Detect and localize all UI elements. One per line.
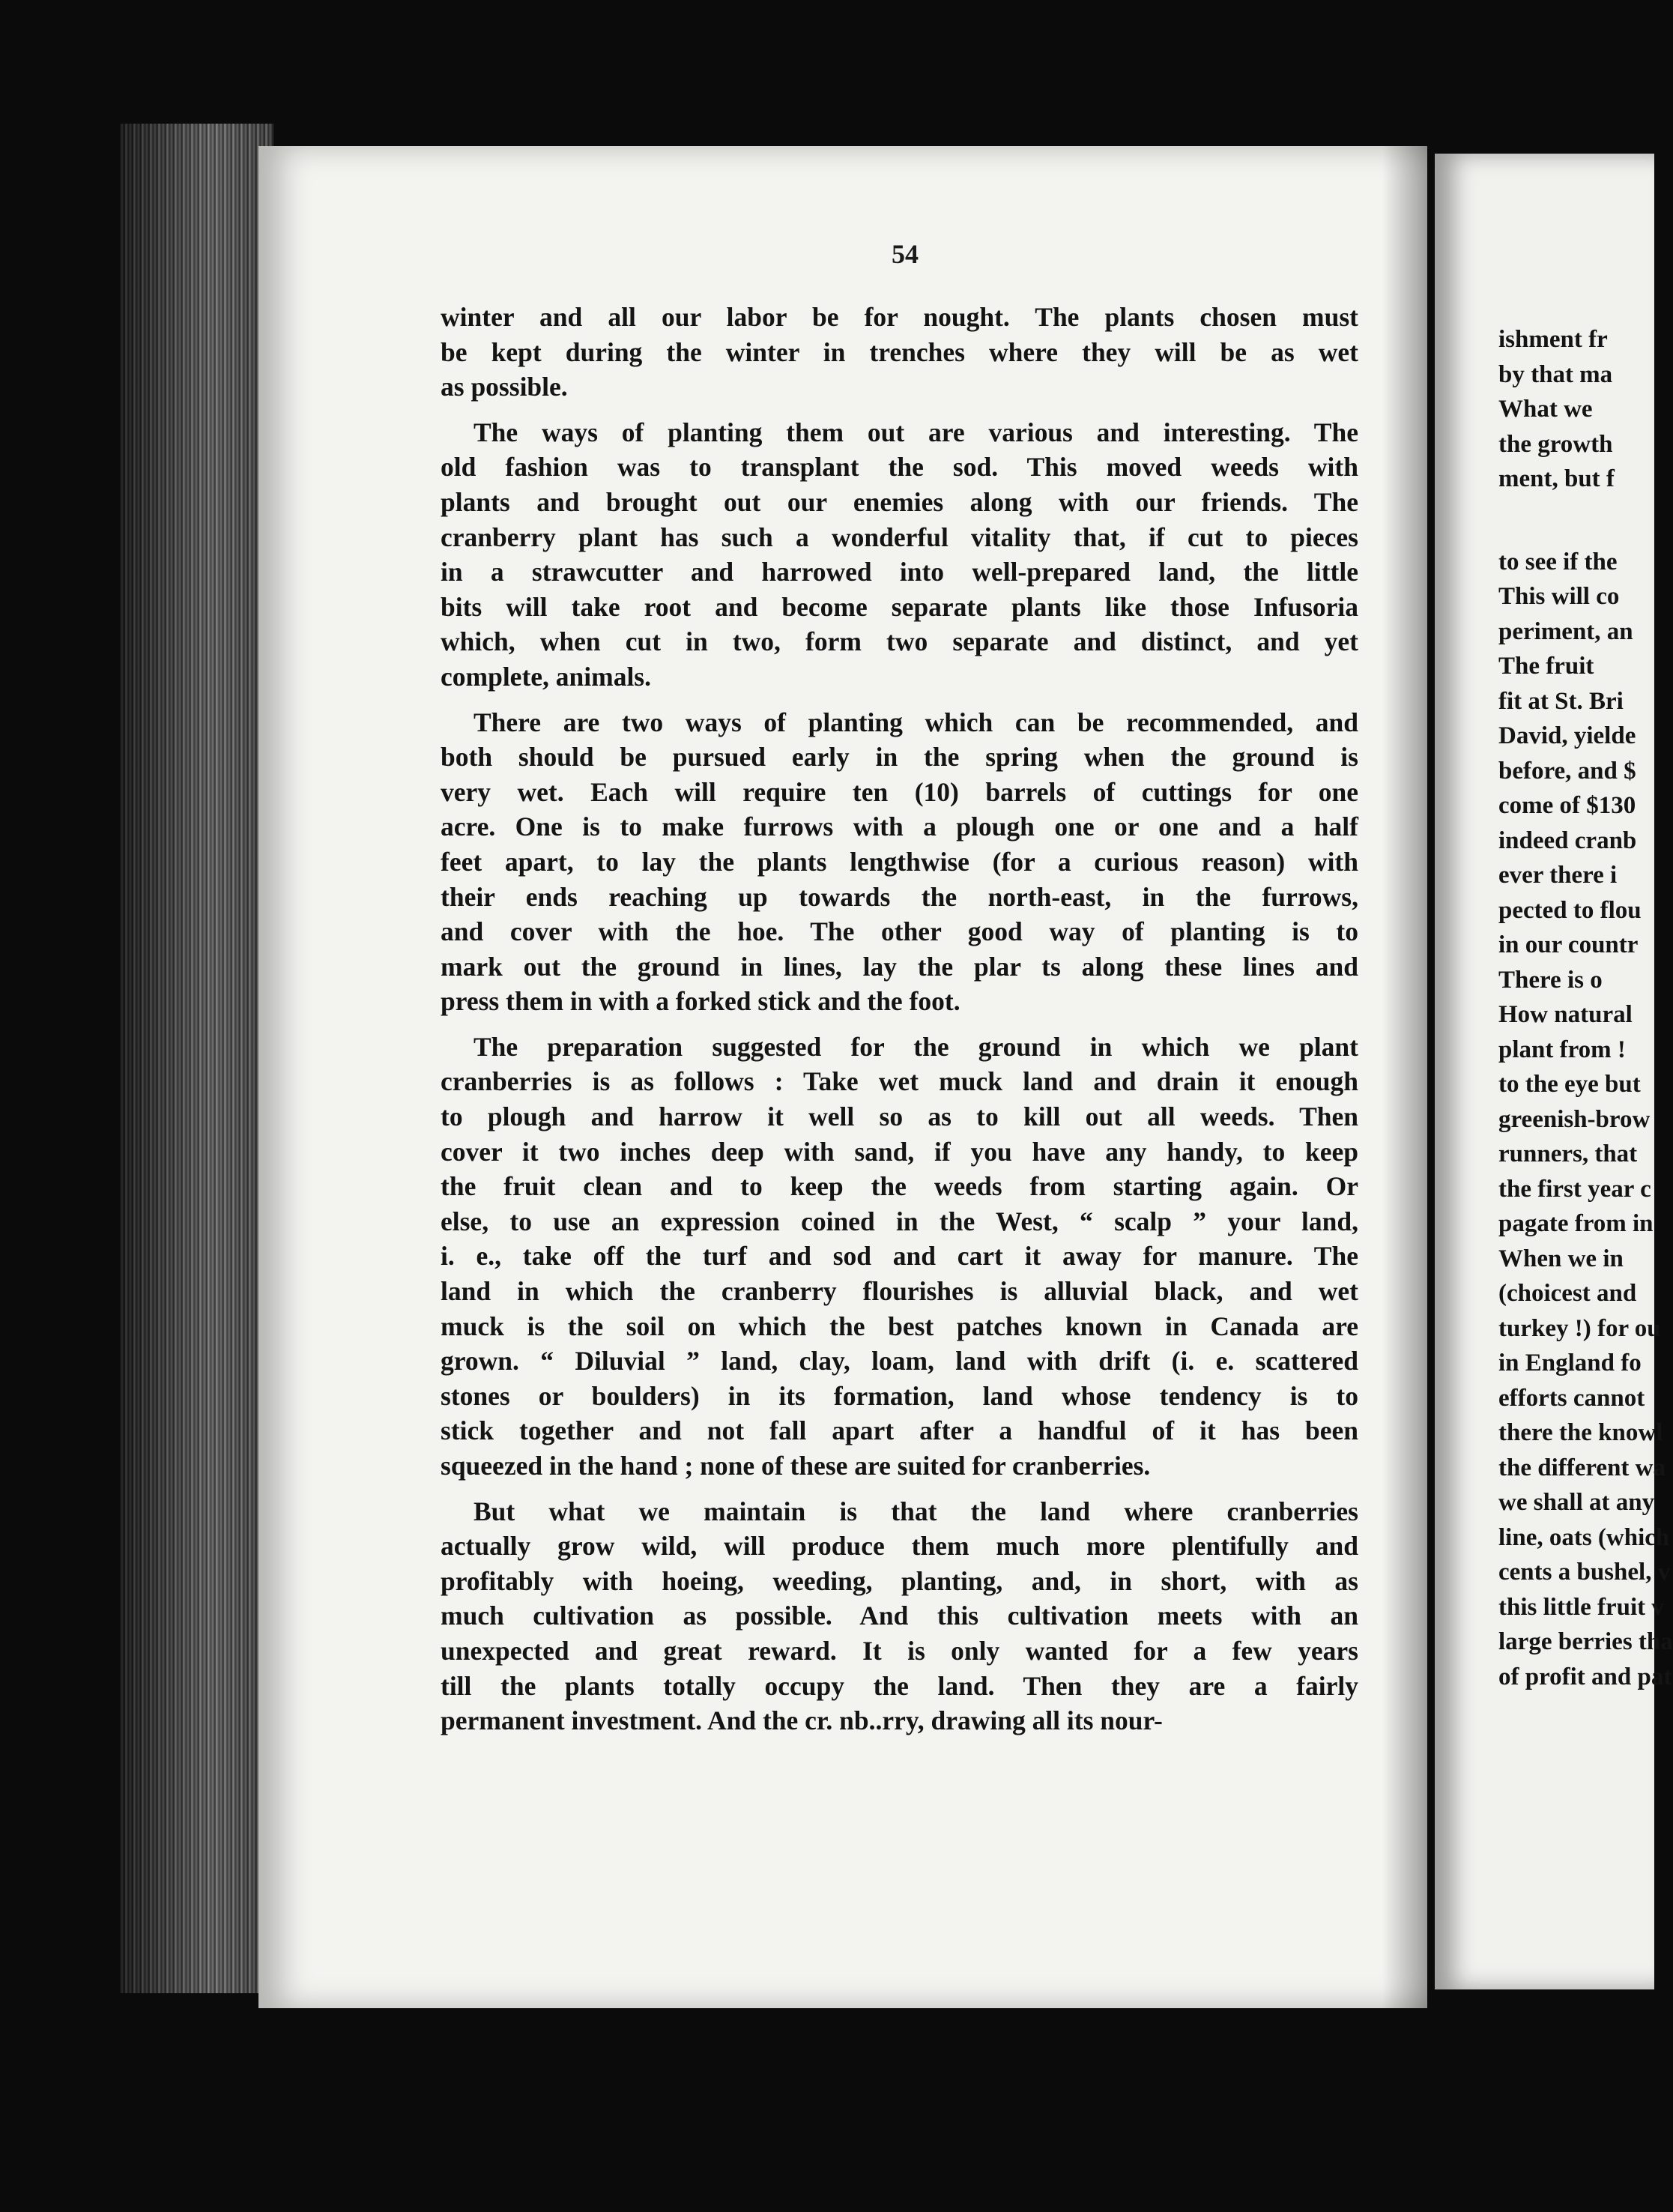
text-line: indeed cranb [1498,827,1637,854]
text-line: the growth [1498,430,1613,458]
paragraph [441,1030,1358,1484]
text-line: muck is the soil on which the best patches known in Canada are [441,1311,1358,1341]
text-line: the fruit clean and to keep the weeds from starting again. Or [441,1171,1358,1202]
book-page-edges [120,124,273,1993]
text-line: land in which the cranberry flourishes is alluvial black, and wet [441,1276,1358,1307]
text-line: There are two ways of planting which can be recommended, and [474,707,1358,737]
text-line: What we [1498,396,1593,423]
text-line: runners, that [1498,1140,1638,1167]
text-line: acre. One is to make furrows with a plough one or one and a half [441,812,1358,842]
text-line: pected to flou [1498,896,1642,924]
text-line: in England fo [1498,1350,1642,1377]
text-line: complete, animals. [441,661,652,692]
text-line: before, and $ [1498,757,1636,785]
text-line: cranberry plant has such a wonderful vitality that, if cut to pieces [441,522,1358,552]
text-line: stick together and not fall apart after a handful of it has been [441,1415,1358,1446]
text-line: of profit and pat [1498,1663,1672,1690]
text-line: efforts cannot [1498,1384,1645,1412]
text-line: by that ma [1498,360,1613,388]
paragraph [441,705,1358,1019]
text-line: The preparation suggested for the ground in which we plant [474,1031,1358,1062]
text-line: very wet. Each will require ten (10) barrels of cuttings for one [441,776,1358,807]
text-line: line, oats (which [1498,1523,1670,1551]
text-line: (choicest and [1498,1280,1637,1307]
text-line: cover it two inches deep with sand, if you have any handy, to keep [441,1136,1358,1167]
text-line: we shall at any [1498,1489,1655,1516]
text-line: But what we maintain is that the land where cranberries [474,1496,1358,1526]
gutter-shadow [1382,146,1427,2008]
text-line: ment, but f [1498,465,1615,492]
text-line: stones or boulders) in its formation, land whose tendency is to [441,1380,1358,1411]
text-line: There is o [1498,966,1603,994]
text-line: and cover with the hoe. The other good way of planting is to [441,916,1358,947]
left-page-text [441,300,1358,1738]
text-line: much cultivation as possible. And this cultivation meets with an [441,1601,1358,1631]
text-line: as possible. [441,372,568,402]
text-line: cents a bushel, v [1498,1559,1671,1586]
text-line: The ways of planting them out are various and interesting. The [474,417,1358,447]
text-line: winter and all our labor be for nought. The plants chosen must [441,302,1358,332]
text-line: to plough and harrow it well so as to kill out all weeds. Then [441,1102,1358,1132]
text-line: this little fruit v [1498,1593,1664,1621]
text-line: fit at St. Bri [1498,687,1624,715]
text-line: i. e., take off the turf and sod and cart it away for manure. The [441,1241,1358,1272]
text-line: come of $130 [1498,792,1636,819]
text-line: the first year c [1498,1175,1651,1203]
text-line: David, yielde [1498,722,1636,749]
text-line: This will co [1498,583,1620,610]
text-line: plants and brought out our enemies along with our friends. The [441,486,1358,517]
text-line: old fashion was to transplant the sod. This moved weeds with [441,452,1358,483]
paragraph [441,1494,1358,1738]
right-page-text-cropped [1498,322,1673,1694]
text-line: the different wa [1498,1454,1666,1481]
text-line: else, to use an expression coined in the West, “ scalp ” your land, [441,1206,1358,1236]
text-line [1498,497,1654,521]
text-line: their ends reaching up towards the north-east, in the furrows, [441,881,1358,912]
text-line: How natural [1498,1001,1633,1028]
text-line: press them in with a forked stick and the foot. [441,986,960,1017]
text-line: When we in [1498,1245,1624,1272]
text-line: cranberries is as follows : Take wet muck land and drain it enough [441,1066,1358,1097]
page-number: 54 [892,239,919,269]
text-line: ever there i [1498,862,1618,889]
text-line: till the plants totally occupy the land. Then they are a fairly [441,1670,1358,1701]
text-line: periment, an [1498,617,1633,645]
text-line: in a strawcutter and harrowed into well-prepared land, the little [441,557,1358,587]
text-line [1498,521,1654,545]
text-line: squeezed in the hand ; none of these are suited for cranberries. [441,1451,1151,1481]
text-line: pagate from in [1498,1210,1654,1237]
text-line: turkey !) for ou [1498,1314,1661,1342]
paragraph [441,300,1358,405]
text-line: The fruit [1498,653,1594,680]
text-line: plant from ! [1498,1036,1626,1063]
text-line: greenish-brow [1498,1105,1651,1133]
text-line: in our countr [1498,931,1639,958]
text-line: mark out the ground in lines, lay the plar ts along these lines and [441,951,1358,982]
text-line: large berries tha [1498,1628,1673,1655]
text-line: to the eye but [1498,1071,1641,1098]
paragraph [441,415,1358,695]
text-line: which, when cut in two, form two separate and distinct, and yet [441,626,1358,657]
text-line: profitably with hoeing, weeding, planting, and, in short, with as [441,1565,1358,1596]
text-line: ishment fr [1498,326,1608,353]
text-line: permanent investment. And the cr. nb..rry, drawing all its nour- [441,1705,1163,1736]
text-line: both should be pursued early in the spring when the ground is [441,742,1358,773]
text-line: actually grow wild, will produce them much more plentifully and [441,1531,1358,1562]
text-line: grown. “ Diluvial ” land, clay, loam, land with drift (i. e. scattered [441,1346,1358,1377]
text-line: there the knowl [1498,1419,1663,1446]
text-line: unexpected and great reward. It is only wanted for a few years [441,1635,1358,1666]
text-line: feet apart, to lay the plants lengthwise (for a curious reason) with [441,846,1358,877]
text-line: bits will take root and become separate plants like those Infusoria [441,591,1358,622]
text-line: to see if the [1498,548,1618,575]
text-line: be kept during the winter in trenches where they will be as wet [441,336,1358,367]
